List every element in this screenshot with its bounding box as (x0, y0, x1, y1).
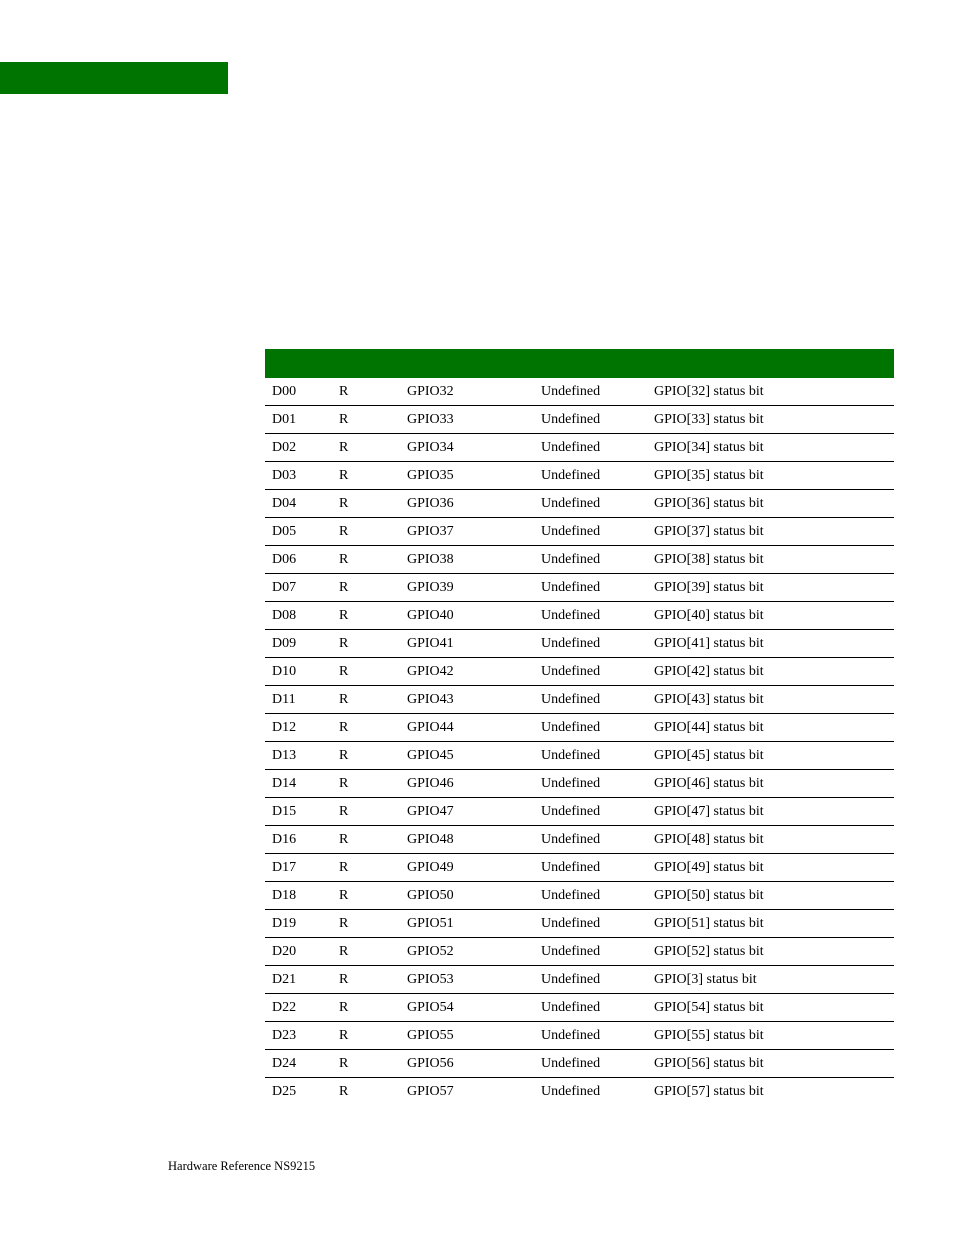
table-row (265, 434, 894, 462)
table-row (265, 910, 894, 938)
mnemonic-cell: GPIO35 (400, 462, 534, 490)
mnemonic-cell: GPIO49 (400, 854, 534, 882)
reset-cell: Undefined (534, 658, 647, 686)
access-cell: R (332, 1050, 400, 1078)
table-row (265, 658, 894, 686)
table-row (265, 686, 894, 714)
mnemonic-cell: GPIO33 (400, 406, 534, 434)
description-cell: GPIO[48] status bit (647, 826, 894, 854)
table-row (265, 406, 894, 434)
table-header-bar (265, 349, 894, 378)
description-cell: GPIO[46] status bit (647, 770, 894, 798)
description-cell: GPIO[56] status bit (647, 1050, 894, 1078)
bit-cell: D21 (265, 966, 332, 994)
access-cell: R (332, 630, 400, 658)
description-cell: GPIO[45] status bit (647, 742, 894, 770)
mnemonic-cell: GPIO42 (400, 658, 534, 686)
access-cell: R (332, 434, 400, 462)
reset-cell: Undefined (534, 434, 647, 462)
table-row (265, 490, 894, 518)
reset-cell: Undefined (534, 406, 647, 434)
table-body (265, 378, 894, 1105)
mnemonic-cell: GPIO57 (407, 1084, 454, 1099)
description-cell: GPIO[3] status bit (647, 966, 894, 994)
bit-cell: D16 (265, 826, 332, 854)
mnemonic-cell: GPIO54 (400, 994, 534, 1022)
reset-cell: Undefined (534, 798, 647, 826)
mnemonic-cell: GPIO34 (400, 434, 534, 462)
reset-cell: Undefined (534, 826, 647, 854)
table-row (265, 1022, 894, 1050)
access-cell: R (339, 1084, 349, 1099)
bit-cell: D02 (265, 434, 332, 462)
access-cell: R (332, 966, 400, 994)
table-row (265, 742, 894, 770)
reset-cell: Undefined (534, 714, 647, 742)
reset-cell: Undefined (534, 1050, 647, 1078)
bit-cell: D10 (265, 658, 332, 686)
table-row (265, 994, 894, 1022)
mnemonic-cell: GPIO52 (400, 938, 534, 966)
access-cell: R (332, 938, 400, 966)
mnemonic-cell: GPIO38 (400, 546, 534, 574)
description-cell: GPIO[35] status bit (647, 462, 894, 490)
description-cell: GPIO[47] status bit (647, 798, 894, 826)
bit-cell: D24 (265, 1050, 332, 1078)
reset-cell: Undefined (534, 966, 647, 994)
access-cell: R (332, 462, 400, 490)
reset-cell: Undefined (534, 882, 647, 910)
description-cell: GPIO[57] status bit (654, 1084, 764, 1099)
reset-cell: Undefined (534, 938, 647, 966)
table-row (265, 546, 894, 574)
bit-cell: D11 (265, 686, 332, 714)
mnemonic-cell: GPIO40 (400, 602, 534, 630)
table-row (265, 602, 894, 630)
mnemonic-cell: GPIO55 (400, 1022, 534, 1050)
access-cell: R (332, 574, 400, 602)
table-row (265, 798, 894, 826)
mnemonic-cell: GPIO51 (400, 910, 534, 938)
description-cell: GPIO[34] status bit (647, 434, 894, 462)
table-row (265, 1050, 894, 1078)
reset-cell: Undefined (534, 742, 647, 770)
access-cell: R (332, 770, 400, 798)
reset-cell: Undefined (534, 994, 647, 1022)
access-cell: R (332, 406, 400, 434)
access-cell: R (332, 714, 400, 742)
bit-cell: D17 (265, 854, 332, 882)
mnemonic-cell: GPIO36 (400, 490, 534, 518)
table-row (265, 770, 894, 798)
bit-cell: D15 (265, 798, 332, 826)
description-cell: GPIO[43] status bit (647, 686, 894, 714)
access-cell: R (332, 910, 400, 938)
mnemonic-cell: GPIO53 (400, 966, 534, 994)
bit-cell: D07 (265, 574, 332, 602)
table-row (265, 1078, 894, 1106)
access-cell: R (332, 994, 400, 1022)
bit-cell: D09 (265, 630, 332, 658)
register-bit-table (265, 349, 894, 1105)
mnemonic-cell: GPIO32 (400, 378, 534, 406)
reset-cell: Undefined (534, 910, 647, 938)
access-cell: R (332, 546, 400, 574)
reset-cell: Undefined (534, 378, 647, 406)
access-cell: R (332, 1022, 400, 1050)
bit-cell: D22 (265, 994, 332, 1022)
table-row (265, 462, 894, 490)
table-row (265, 826, 894, 854)
description-cell: GPIO[32] status bit (647, 378, 894, 406)
bit-cell: D13 (265, 742, 332, 770)
page-footer: Hardware Reference NS9215 (168, 1159, 316, 1173)
access-cell: R (332, 658, 400, 686)
mnemonic-cell: GPIO41 (400, 630, 534, 658)
chapter-tab-bar (0, 62, 228, 94)
bit-cell: D04 (265, 490, 332, 518)
reset-cell: Undefined (541, 1084, 601, 1099)
mnemonic-cell: GPIO48 (400, 826, 534, 854)
description-cell: GPIO[42] status bit (647, 658, 894, 686)
reset-cell: Undefined (534, 854, 647, 882)
mnemonic-cell: GPIO43 (400, 686, 534, 714)
mnemonic-cell: GPIO45 (400, 742, 534, 770)
description-cell: GPIO[33] status bit (647, 406, 894, 434)
reset-cell: Undefined (534, 518, 647, 546)
access-cell: R (332, 882, 400, 910)
bit-cell: D19 (265, 910, 332, 938)
description-cell: GPIO[40] status bit (647, 602, 894, 630)
description-cell: GPIO[49] status bit (647, 854, 894, 882)
mnemonic-cell: GPIO44 (400, 714, 534, 742)
mnemonic-cell: GPIO37 (400, 518, 534, 546)
table-row (265, 882, 894, 910)
table-row (265, 938, 894, 966)
reset-cell: Undefined (534, 686, 647, 714)
reset-cell: Undefined (534, 574, 647, 602)
description-cell: GPIO[38] status bit (647, 546, 894, 574)
table-row (265, 966, 894, 994)
table-row (265, 714, 894, 742)
reset-cell: Undefined (534, 630, 647, 658)
reset-cell: Undefined (534, 770, 647, 798)
access-cell: R (332, 742, 400, 770)
access-cell: R (332, 798, 400, 826)
mnemonic-cell: GPIO50 (400, 882, 534, 910)
access-cell: R (332, 490, 400, 518)
mnemonic-cell: GPIO56 (400, 1050, 534, 1078)
description-cell: GPIO[37] status bit (647, 518, 894, 546)
mnemonic-cell: GPIO46 (400, 770, 534, 798)
reset-cell: Undefined (534, 1022, 647, 1050)
access-cell: R (332, 378, 400, 406)
reset-cell: Undefined (534, 490, 647, 518)
table-row (265, 630, 894, 658)
access-cell: R (332, 854, 400, 882)
access-cell: R (332, 518, 400, 546)
bit-cell: D06 (265, 546, 332, 574)
access-cell: R (332, 826, 400, 854)
bit-cell: D18 (265, 882, 332, 910)
bit-cell: D23 (265, 1022, 332, 1050)
bit-cell: D01 (265, 406, 332, 434)
table-row (265, 854, 894, 882)
bit-cell: D20 (265, 938, 332, 966)
description-cell: GPIO[36] status bit (647, 490, 894, 518)
access-cell: R (332, 602, 400, 630)
reset-cell: Undefined (534, 546, 647, 574)
table-row (265, 518, 894, 546)
bit-cell: D00 (265, 378, 332, 406)
table-row (265, 378, 894, 406)
access-cell: R (332, 686, 400, 714)
reset-cell: Undefined (534, 462, 647, 490)
description-cell: GPIO[51] status bit (647, 910, 894, 938)
bit-cell: D05 (265, 518, 332, 546)
description-cell: GPIO[55] status bit (647, 1022, 894, 1050)
bit-cell: D03 (265, 462, 332, 490)
bit-cell: D08 (265, 602, 332, 630)
description-cell: GPIO[41] status bit (647, 630, 894, 658)
bit-cell: D12 (265, 714, 332, 742)
mnemonic-cell: GPIO47 (400, 798, 534, 826)
description-cell: GPIO[52] status bit (647, 938, 894, 966)
description-cell: GPIO[54] status bit (647, 994, 894, 1022)
table-row (265, 574, 894, 602)
description-cell: GPIO[50] status bit (647, 882, 894, 910)
mnemonic-cell: GPIO39 (400, 574, 534, 602)
description-cell: GPIO[39] status bit (647, 574, 894, 602)
bit-cell: D25 (272, 1084, 297, 1099)
reset-cell: Undefined (534, 602, 647, 630)
description-cell: GPIO[44] status bit (647, 714, 894, 742)
register-bit-table-body (265, 378, 894, 1105)
bit-cell: D14 (265, 770, 332, 798)
